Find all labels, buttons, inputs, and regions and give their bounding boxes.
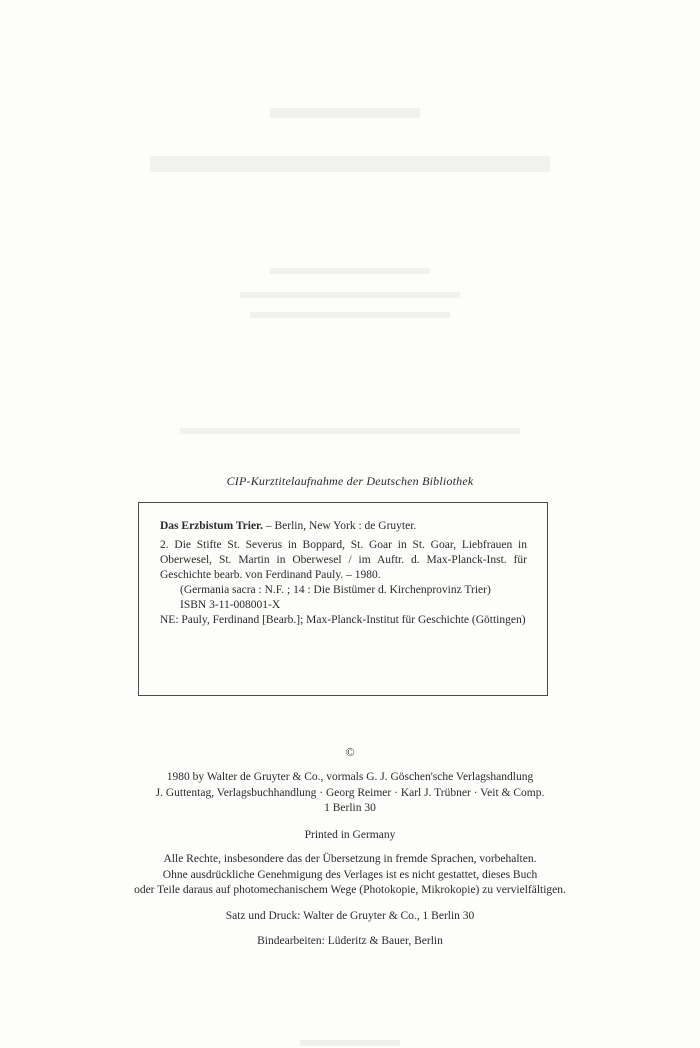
publisher-line: 1980 by Walter de Gruyter & Co., vormals G. J. Göschen'sche Verlagshandlung: [166, 771, 534, 783]
typesetting-credit: Satz und Druck: Walter de Gruyter & Co., 1 Berlin 30: [225, 910, 475, 922]
cip-isbn: ISBN 3-11-008001-X: [180, 599, 281, 611]
cip-ne: NE: Pauly, Ferdinand [Bearb.]; Max-Planck-Institut für Geschichte (Göttingen): [160, 614, 526, 626]
printed-in: Printed in Germany: [304, 829, 396, 841]
binding-credit: Bindearbeiten: Lüderitz & Bauer, Berlin: [257, 935, 443, 947]
cip-title: [160, 519, 527, 534]
show-through-mark: [300, 1040, 400, 1046]
publisher-block: [0, 770, 700, 817]
rights-line: Alle Rechte, insbesondere das der Übersetzung in fremde Sprachen, vorbehalten.: [163, 853, 537, 865]
cip-series: (Germania sacra : N.F. ; 14 : Die Bistümer d. Kirchenprovinz Trier): [180, 584, 491, 596]
cip-record-box: [138, 502, 548, 696]
rights-line: Ohne ausdrückliche Genehmigung des Verlages ist es nicht gestattet, dieses Buch: [162, 868, 538, 881]
show-through-mark: [270, 268, 430, 274]
copyright-symbol: ©: [345, 745, 355, 759]
rights-block: [0, 852, 700, 899]
cip-heading: CIP-Kurztitelaufnahme der Deutschen Bibliothek: [226, 474, 474, 488]
show-through-mark: [250, 312, 450, 318]
cip-description: 2. Die Stifte St. Severus in Boppard, St. Goar in St. Goar, Liebfrauen in Oberwesel, St. Martin in Oberwesel / im Auftr. d. Max-Planck-Inst. für Geschichte bearb. von Ferdinand Pauly. – 1980.: [160, 539, 527, 581]
publisher-line: J. Guttentag, Verlagsbuchhandlung · Georg Reimer · Karl J. Trübner · Veit & Comp.: [155, 786, 545, 799]
publisher-line: 1 Berlin 30: [324, 802, 376, 814]
cip-title-rest: – Berlin, New York : de Gruyter.: [262, 520, 417, 532]
show-through-mark: [240, 292, 460, 298]
show-through-mark: [270, 108, 420, 118]
cip-title-bold: Das Erzbistum Trier.: [160, 520, 263, 532]
rights-line: oder Teile daraus auf photomechanischem Wege (Photokopie, Mikrokopie) zu vervielfältigen.: [134, 884, 566, 896]
show-through-mark: [150, 156, 550, 172]
show-through-mark: [180, 428, 520, 434]
